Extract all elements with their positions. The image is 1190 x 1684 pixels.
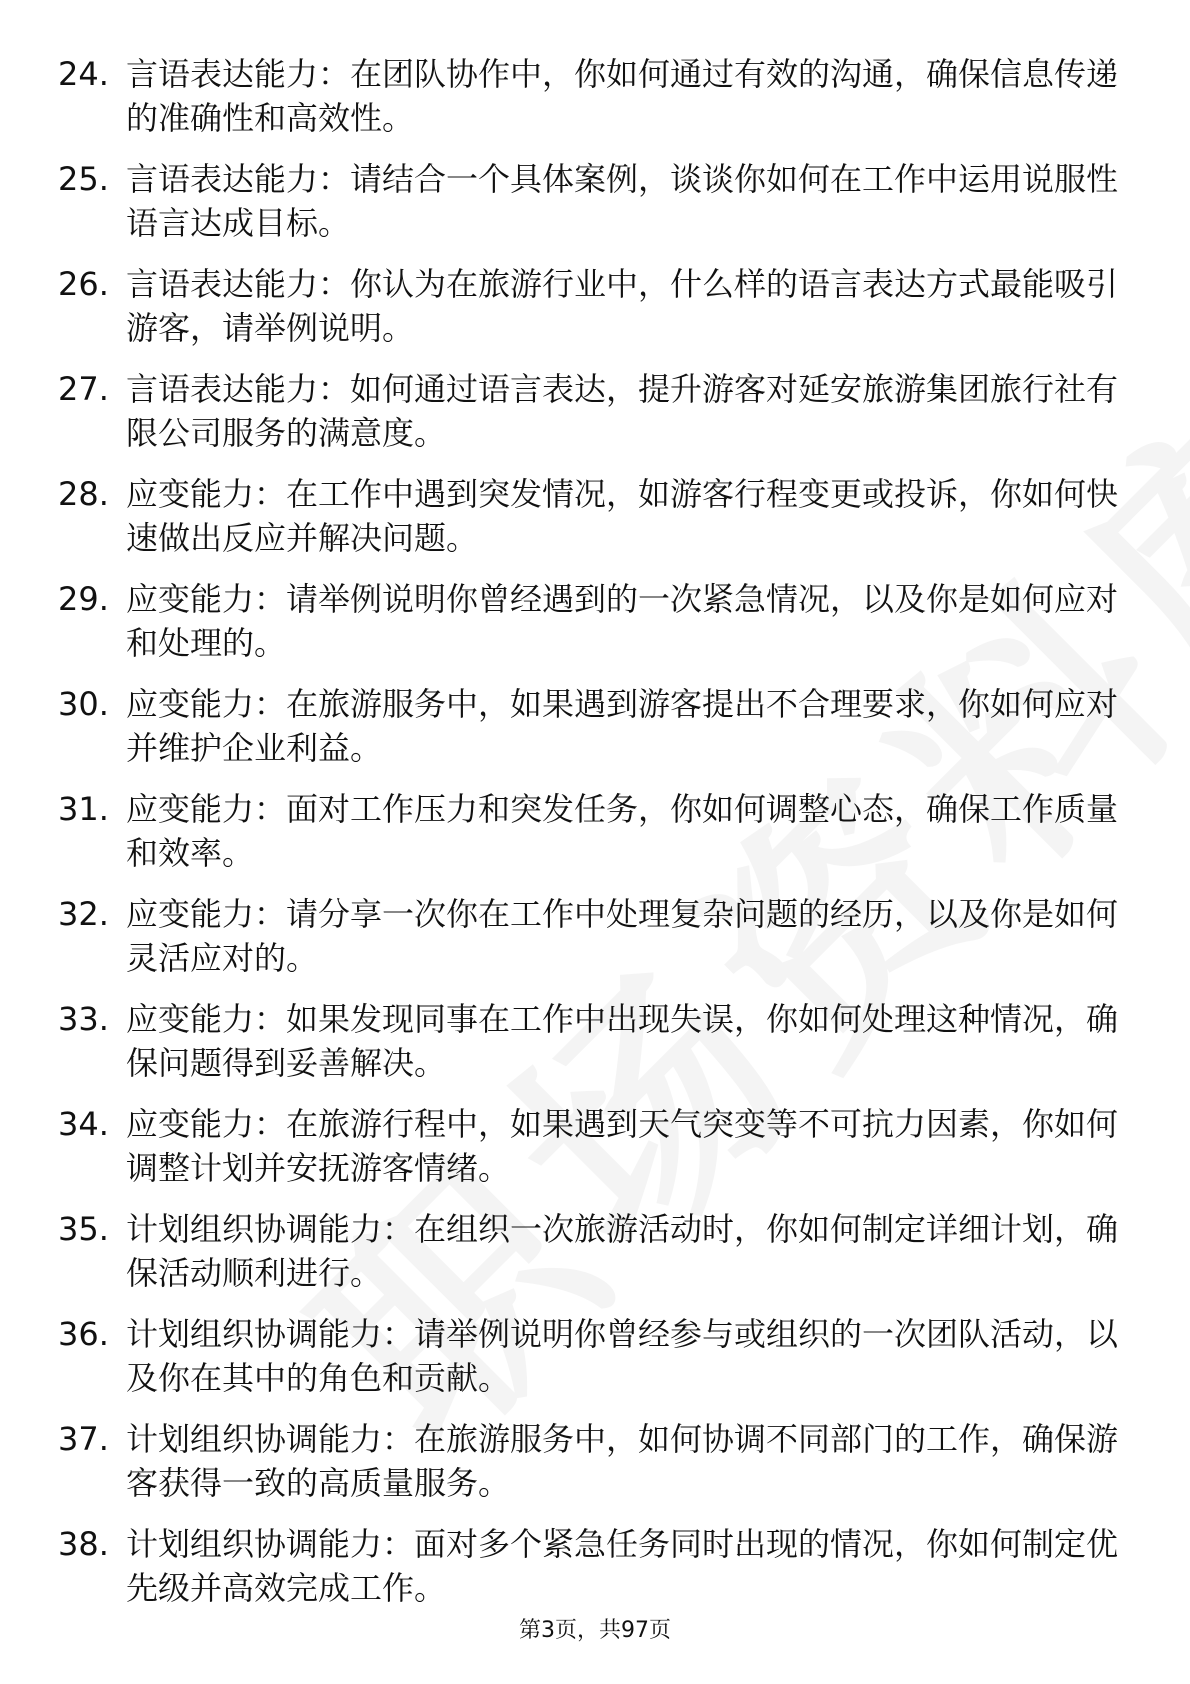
question-text: 计划组织协调能力：请举例说明你曾经参与或组织的一次团队活动，以及你在其中的角色和贡献。	[126, 1315, 1119, 1397]
question-item	[58, 1312, 1118, 1400]
question-item	[58, 472, 1118, 560]
question-text: 计划组织协调能力：面对多个紧急任务同时出现的情况，你如何制定优先级并高效完成工作。	[126, 1525, 1119, 1607]
page-footer: 第3页，共97页	[519, 1618, 671, 1643]
question-number: 35.	[58, 1210, 109, 1248]
question-item	[58, 262, 1118, 350]
question-number: 36.	[58, 1315, 109, 1353]
question-text: 应变能力：请分享一次你在工作中处理复杂问题的经历，以及你是如何灵活应对的。	[126, 895, 1119, 977]
question-number: 34.	[58, 1105, 109, 1143]
question-number: 38.	[58, 1525, 109, 1563]
question-number: 32.	[58, 895, 109, 933]
question-text: 言语表达能力：如何通过语言表达，提升游客对延安旅游集团旅行社有限公司服务的满意度。	[126, 370, 1119, 452]
question-item	[58, 577, 1118, 665]
question-text: 计划组织协调能力：在旅游服务中，如何协调不同部门的工作，确保游客获得一致的高质量服务。	[126, 1420, 1119, 1502]
question-number: 26.	[58, 265, 109, 303]
question-number: 37.	[58, 1420, 109, 1458]
question-item	[58, 1522, 1118, 1610]
question-item	[58, 52, 1118, 140]
question-item	[58, 1417, 1118, 1505]
question-text: 应变能力：在旅游行程中，如果遇到天气突变等不可抗力因素，你如何调整计划并安抚游客情绪。	[126, 1105, 1119, 1187]
question-number: 28.	[58, 475, 109, 513]
question-list	[58, 52, 1118, 1627]
question-number: 29.	[58, 580, 109, 618]
question-text: 言语表达能力：你认为在旅游行业中，什么样的语言表达方式最能吸引游客，请举例说明。	[126, 265, 1119, 347]
question-item	[58, 157, 1118, 245]
question-text: 计划组织协调能力：在组织一次旅游活动时，你如何制定详细计划，确保活动顺利进行。	[126, 1210, 1119, 1292]
question-text: 应变能力：请举例说明你曾经遇到的一次紧急情况，以及你是如何应对和处理的。	[126, 580, 1119, 662]
question-number: 25.	[58, 160, 109, 198]
question-item	[58, 892, 1118, 980]
question-item	[58, 997, 1118, 1085]
question-text: 应变能力：在工作中遇到突发情况，如游客行程变更或投诉，你如何快速做出反应并解决问题。	[126, 475, 1119, 557]
question-item	[58, 1207, 1118, 1295]
question-text: 应变能力：在旅游服务中，如果遇到游客提出不合理要求，你如何应对并维护企业利益。	[126, 685, 1119, 767]
question-number: 27.	[58, 370, 109, 408]
question-item	[58, 1102, 1118, 1190]
question-item	[58, 787, 1118, 875]
question-number: 33.	[58, 1000, 109, 1038]
question-number: 31.	[58, 790, 109, 828]
question-text: 应变能力：面对工作压力和突发任务，你如何调整心态，确保工作质量和效率。	[126, 790, 1119, 872]
question-item	[58, 367, 1118, 455]
question-number: 30.	[58, 685, 109, 723]
question-item	[58, 682, 1118, 770]
question-text: 应变能力：如果发现同事在工作中出现失误，你如何处理这种情况，确保问题得到妥善解决。	[126, 1000, 1119, 1082]
question-text: 言语表达能力：在团队协作中，你如何通过有效的沟通，确保信息传递的准确性和高效性。	[126, 55, 1119, 137]
question-number: 24.	[58, 55, 109, 93]
question-text: 言语表达能力：请结合一个具体案例，谈谈你如何在工作中运用说服性语言达成目标。	[126, 160, 1119, 242]
